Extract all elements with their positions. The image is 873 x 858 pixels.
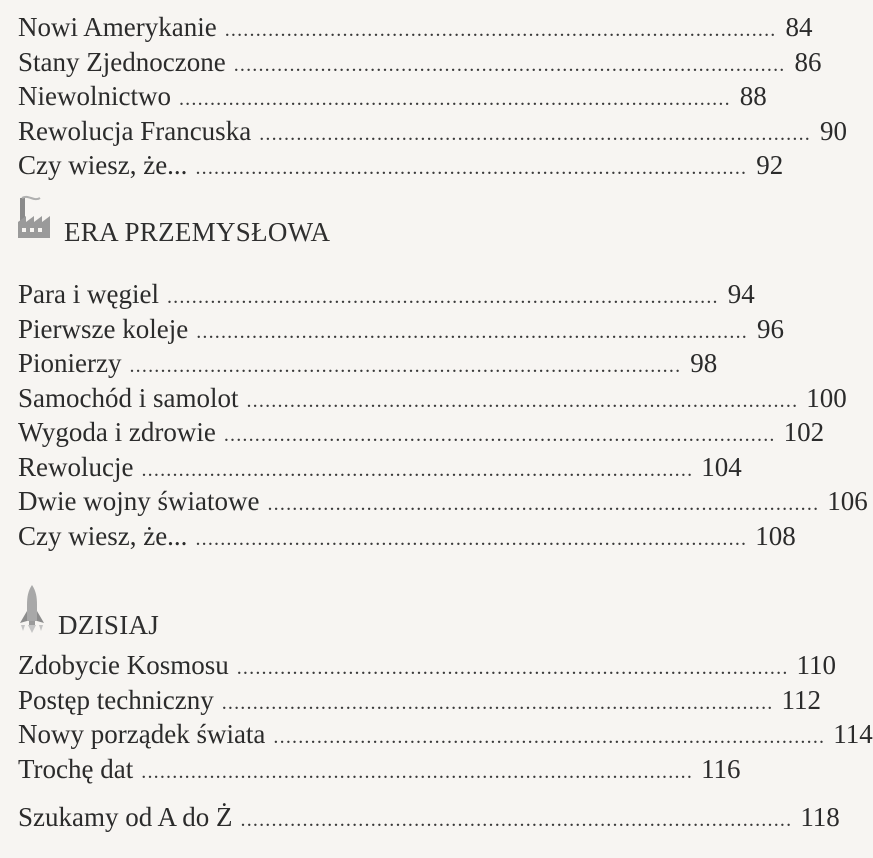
toc-entry[interactable]	[18, 10, 813, 45]
toc-entry[interactable]	[18, 752, 741, 787]
toc-entry-title: Nowy porządek świata	[18, 719, 266, 749]
toc-entry[interactable]	[18, 519, 796, 554]
toc-entry-title: Para i węgiel	[18, 279, 159, 309]
leader-dots: .........................................................................................	[223, 424, 776, 446]
toc-entry[interactable]	[18, 683, 822, 718]
leader-dots: .........................................................................................	[267, 493, 820, 515]
toc-entry-page: 112	[781, 684, 822, 715]
leader-dots: .........................................................................................	[236, 657, 789, 679]
section-heading-label: ERA PRZEMYSŁOWA	[64, 217, 331, 247]
toc-entry-page: 118	[800, 802, 840, 832]
leader-dots: .........................................................................................	[195, 527, 748, 550]
leader-dots: .........................................................................................	[196, 320, 748, 343]
toc-entry-page: 100	[806, 382, 847, 413]
toc-entry-page: 98	[690, 348, 718, 378]
section-heading-label: DZISIAJ	[58, 610, 160, 640]
toc-section-industrial	[18, 277, 868, 553]
toc-entry[interactable]	[18, 79, 767, 114]
leader-dots: .........................................................................................	[240, 809, 793, 831]
toc-entry-page: 88	[739, 81, 767, 111]
toc-entry-title: Nowi Amerykanie	[18, 12, 217, 42]
toc-entry-title: Postęp techniczny	[18, 684, 214, 715]
toc-entry-page: 108	[755, 520, 796, 551]
section-heading-today	[18, 585, 159, 640]
space-shuttle-icon	[18, 585, 46, 640]
toc-section-today	[18, 648, 873, 786]
toc-entry-page: 110	[796, 650, 837, 680]
toc-index	[18, 800, 840, 835]
toc-entry[interactable]	[18, 346, 718, 381]
leader-dots: .........................................................................................	[221, 691, 774, 714]
toc-section-americas	[18, 10, 847, 183]
toc-entry-title: Czy wiesz, że...	[18, 520, 188, 551]
toc-entry-page: 90	[820, 115, 847, 146]
toc-entry[interactable]	[18, 484, 868, 519]
leader-dots: .........................................................................................	[273, 726, 826, 748]
toc-entry-title: Rewolucje	[18, 451, 134, 482]
toc-entry-title: Trochę dat	[18, 753, 134, 784]
toc-entry[interactable]	[18, 45, 822, 80]
toc-entry-page: 96	[757, 313, 784, 344]
leader-dots: .........................................................................................	[233, 53, 786, 76]
leader-dots: .........................................................................................	[178, 88, 731, 110]
toc-entry[interactable]	[18, 277, 755, 312]
toc-entry-page: 92	[756, 150, 784, 180]
leader-dots: .........................................................................................	[141, 760, 694, 783]
toc-entry-page: 84	[785, 12, 813, 42]
leader-dots: .........................................................................................	[224, 19, 777, 41]
toc-entry-title: Dwie wojny światowe	[18, 486, 260, 516]
leader-dots: .........................................................................................	[141, 458, 694, 481]
toc-entry[interactable]	[18, 450, 742, 485]
toc-entry-title: Czy wiesz, że...	[18, 150, 188, 180]
toc-entry-title: Zdobycie Kosmosu	[18, 650, 229, 680]
toc-entry-title: Szukamy od A do Ż	[18, 802, 233, 832]
toc-entry[interactable]	[18, 381, 847, 416]
toc-entry-title: Wygoda i zdrowie	[18, 417, 216, 447]
toc-entry-title: Rewolucja Francuska	[18, 115, 252, 146]
leader-dots: .........................................................................................	[195, 157, 748, 179]
toc-entry-page: 102	[783, 417, 825, 447]
toc-entry-title: Niewolnictwo	[18, 81, 171, 111]
section-heading-industrial	[18, 196, 330, 247]
toc-entry-page: 106	[827, 486, 868, 516]
toc-entry-index[interactable]	[18, 800, 840, 835]
toc-entry-title: Pierwsze koleje	[18, 313, 189, 344]
leader-dots: .........................................................................................	[246, 389, 799, 412]
toc-entry-page: 114	[833, 719, 873, 749]
toc-entry-page: 94	[727, 279, 755, 309]
toc-entry[interactable]	[18, 415, 825, 450]
toc-entry[interactable]	[18, 312, 784, 347]
leader-dots: .........................................................................................	[259, 122, 811, 145]
leader-dots: .........................................................................................	[129, 355, 682, 377]
toc-entry-page: 116	[701, 753, 741, 784]
toc-entry-title: Samochód i samolot	[18, 382, 239, 413]
leader-dots: .........................................................................................	[166, 286, 719, 308]
toc-entry[interactable]	[18, 114, 847, 149]
toc-entry-title: Pionierzy	[18, 348, 122, 378]
toc-entry[interactable]	[18, 648, 837, 683]
toc-entry[interactable]	[18, 148, 784, 183]
toc-entry-page: 86	[794, 46, 822, 77]
factory-icon	[18, 196, 52, 247]
toc-entry-title: Stany Zjednoczone	[18, 46, 226, 77]
toc-entry[interactable]	[18, 717, 873, 752]
toc-entry-page: 104	[701, 451, 742, 482]
